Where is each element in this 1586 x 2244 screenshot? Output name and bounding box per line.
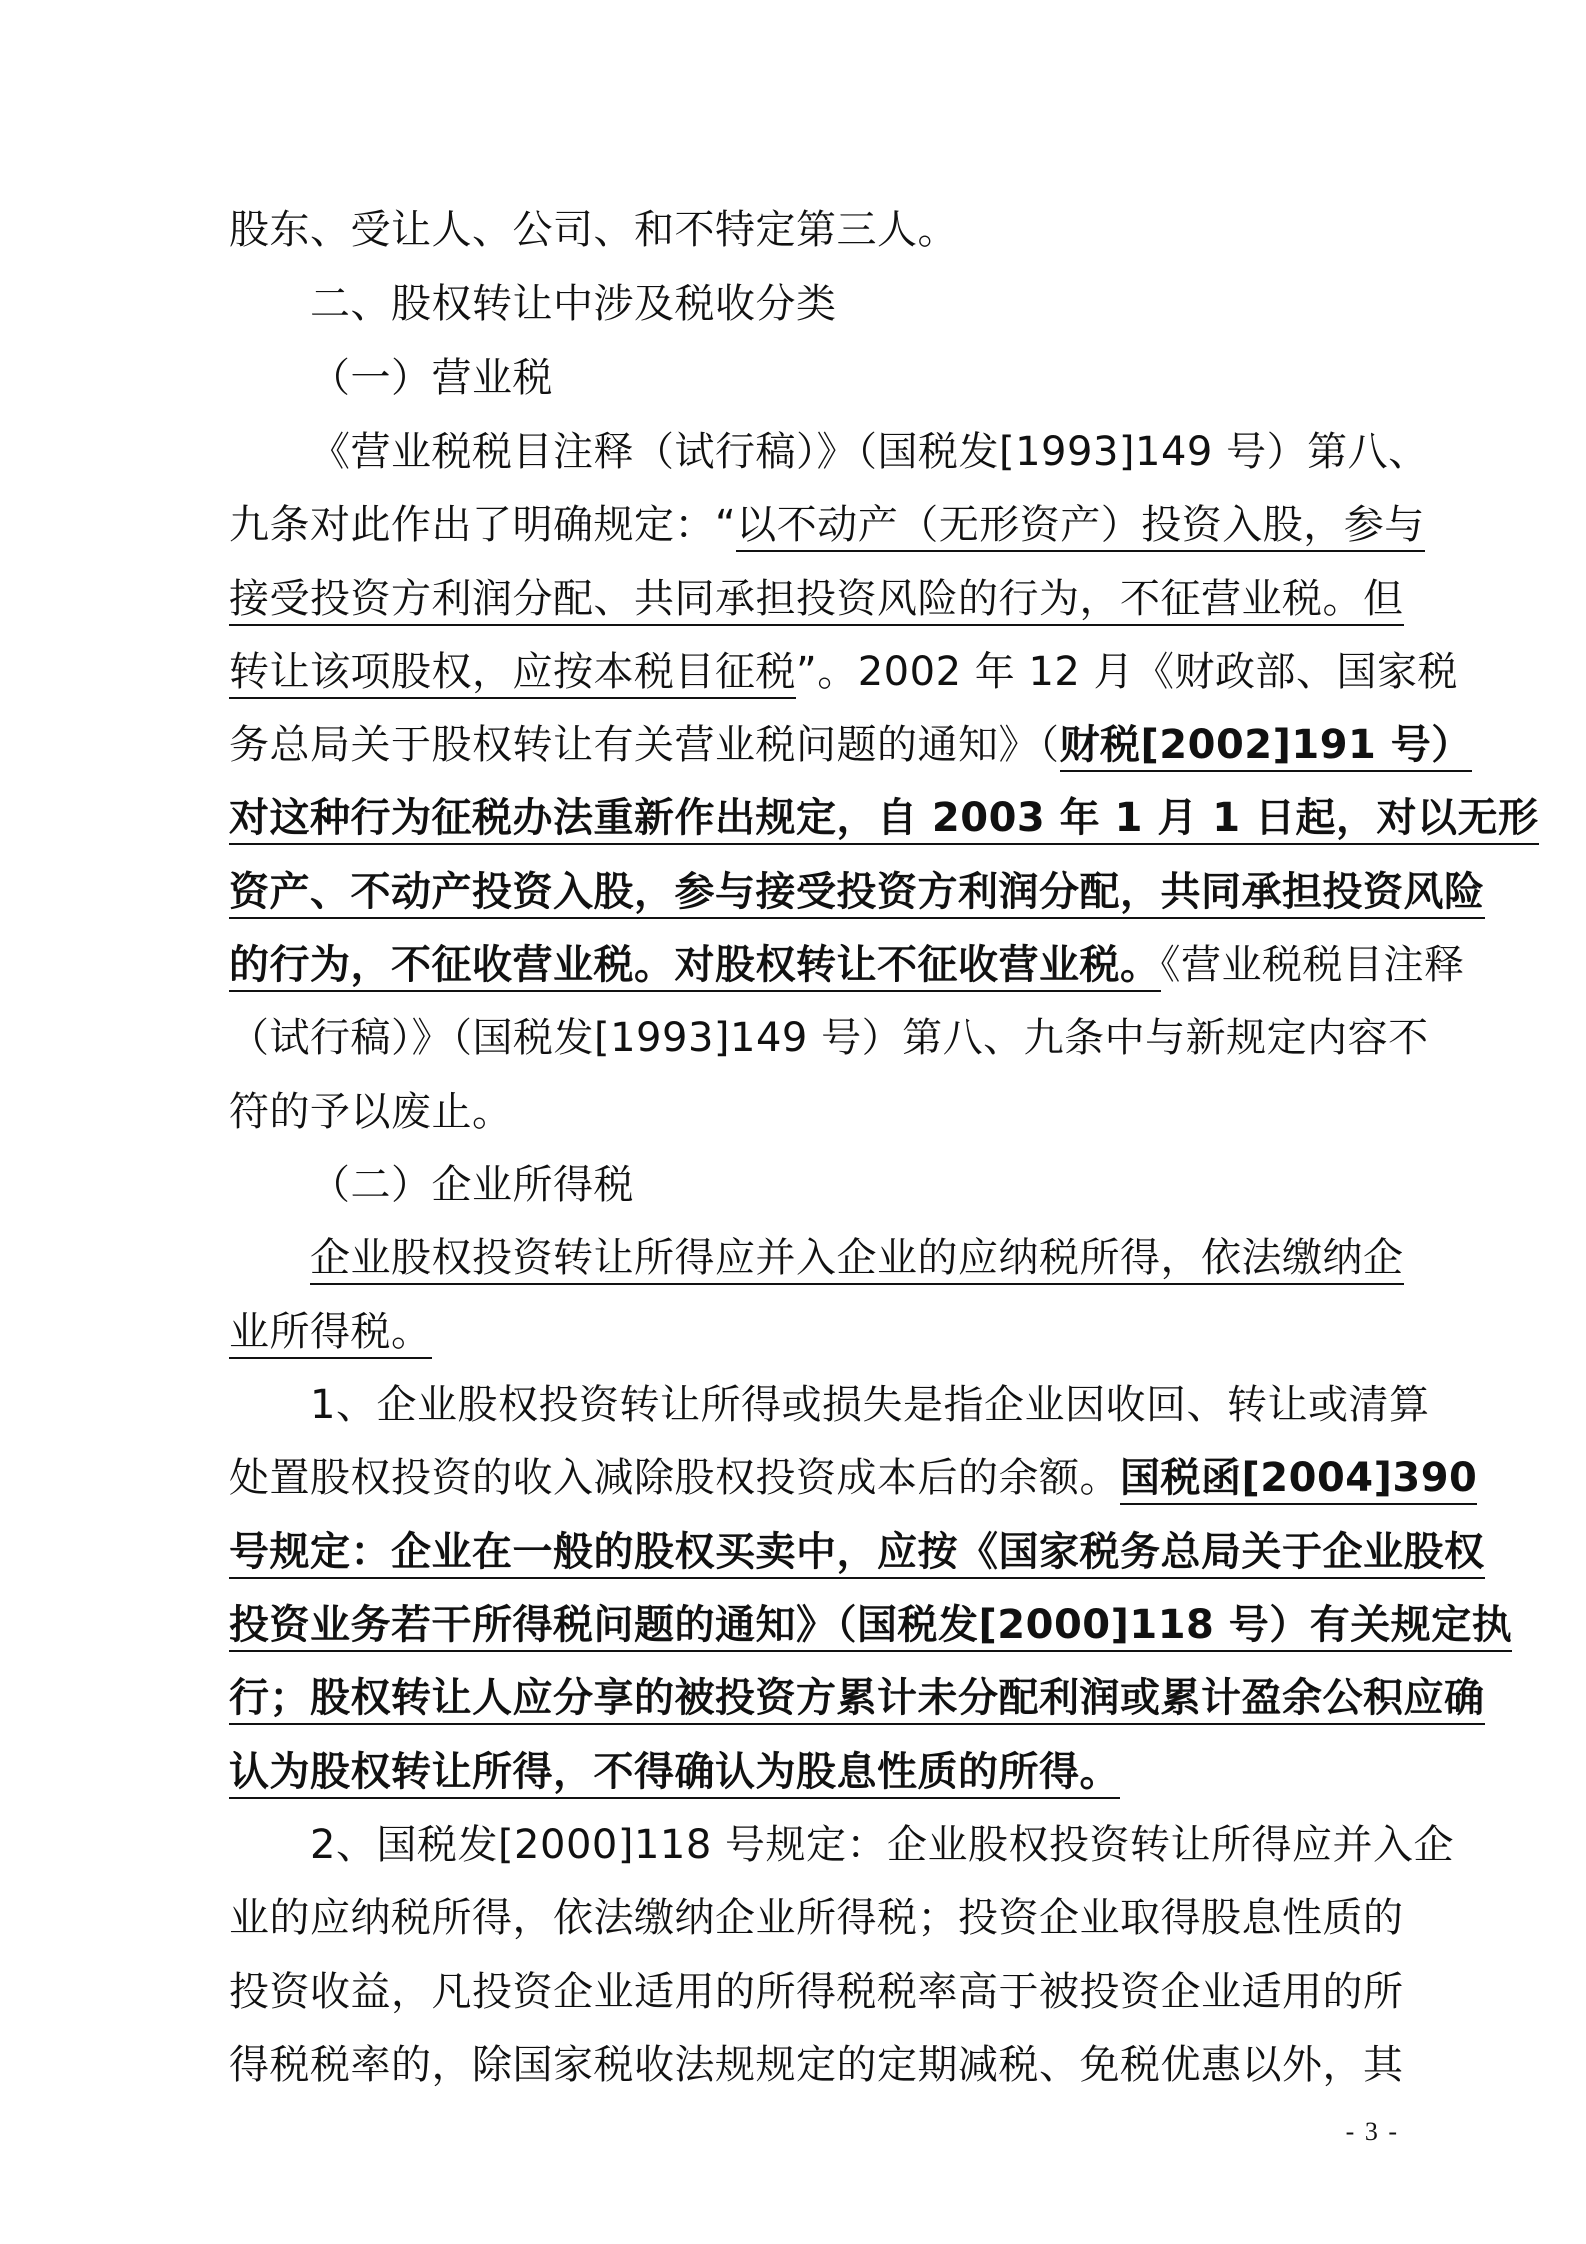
bold-underlined-text: 资产、不动产投资入股，参与接受投资方利润分配，共同承担投资风险 <box>229 869 1485 919</box>
bold-underlined-text: 国税函[2004]390 <box>1120 1455 1477 1505</box>
subsection-heading: （一）营业税 <box>310 355 553 401</box>
paragraph-line: 务总局关于股权转让有关营业税问题的通知》（财税[2002]191 号） <box>229 717 1399 775</box>
paragraph-line <box>310 1230 1404 1288</box>
paragraph-line: （试行稿）》（国税发[1993]149 号）第八、九条中与新规定内容不 <box>229 1015 1429 1061</box>
paragraph-line: 转让该项股权，应按本税目征税”。2002 年 12 月《财政部、国家税 <box>229 644 1399 702</box>
bold-underlined-text: 号规定：企业在一般的股权买卖中，应按《国家税务总局关于企业股权 <box>229 1529 1485 1579</box>
paragraph-line: 2、国税发[2000]118 号规定：企业股权投资转让所得应并入企 <box>310 1822 1455 1868</box>
underlined-quote: 转让该项股权，应按本税目征税 <box>229 649 796 699</box>
subsection-heading: （二）企业所得税 <box>310 1162 634 1208</box>
paragraph-line <box>229 1670 1485 1728</box>
paragraph-line: 的行为，不征收营业税。对股权转让不征收营业税。《营业税税目注释 <box>229 937 1399 995</box>
underlined-quote: 以不动产（无形资产）投资入股，参与 <box>736 502 1425 552</box>
paragraph-line: 股东、受让人、公司、和不特定第三人。 <box>229 207 958 253</box>
underlined-text: 企业股权投资转让所得应并入企业的应纳税所得，依法缴纳企 <box>310 1235 1404 1285</box>
bold-underlined-text: 的行为，不征收营业税。对股权转让不征收营业税。 <box>229 942 1161 992</box>
bold-underlined-text: 对这种行为征税办法重新作出规定，自 2003 年 1 月 1 日起，对以无形 <box>229 795 1539 845</box>
paragraph-line: 投资收益，凡投资企业适用的所得税税率高于被投资企业适用的所 <box>229 1969 1404 2015</box>
bold-underlined-text: 财税[2002]191 号） <box>1060 722 1472 772</box>
underlined-text: 业所得税。 <box>229 1309 432 1359</box>
paragraph-line <box>229 790 1539 848</box>
bold-underlined-text: 认为股权转让所得，不得确认为股息性质的所得。 <box>229 1749 1120 1799</box>
paragraph-line <box>229 1744 1399 1802</box>
bold-underlined-text: 行；股权转让人应分享的被投资方累计未分配利润或累计盈余公积应确 <box>229 1675 1485 1725</box>
paragraph-line: 《营业税税目注释（试行稿）》（国税发[1993]149 号）第八、 <box>310 429 1429 475</box>
paragraph-line: 得税税率的，除国家税收法规规定的定期减税、免税优惠以外，其 <box>229 2042 1404 2088</box>
paragraph-line <box>229 1597 1513 1655</box>
paragraph-line <box>229 571 1404 629</box>
paragraph-line: 业的应纳税所得，依法缴纳企业所得税；投资企业取得股息性质的 <box>229 1895 1404 1941</box>
paragraph-line <box>229 864 1485 922</box>
paragraph-line: 九条对此作出了明确规定：“以不动产（无形资产）投资入股，参与 <box>229 497 1399 555</box>
page-number: - 3 - <box>1345 2117 1399 2146</box>
underlined-quote: 接受投资方利润分配、共同承担投资风险的行为，不征营业税。但 <box>229 576 1404 626</box>
paragraph-line: 处置股权投资的收入减除股权投资成本后的余额。国税函[2004]390 <box>229 1450 1399 1508</box>
paragraph-line: 1、企业股权投资转让所得或损失是指企业因收回、转让或清算 <box>310 1382 1430 1428</box>
paragraph-line <box>229 1304 1399 1362</box>
paragraph-line: 符的予以废止。 <box>229 1089 513 1135</box>
bold-underlined-text: 投资业务若干所得税问题的通知》（国税发[2000]118 号）有关规定执 <box>229 1602 1512 1652</box>
section-heading: 二、股权转让中涉及税收分类 <box>310 281 837 327</box>
paragraph-line <box>229 1524 1485 1582</box>
